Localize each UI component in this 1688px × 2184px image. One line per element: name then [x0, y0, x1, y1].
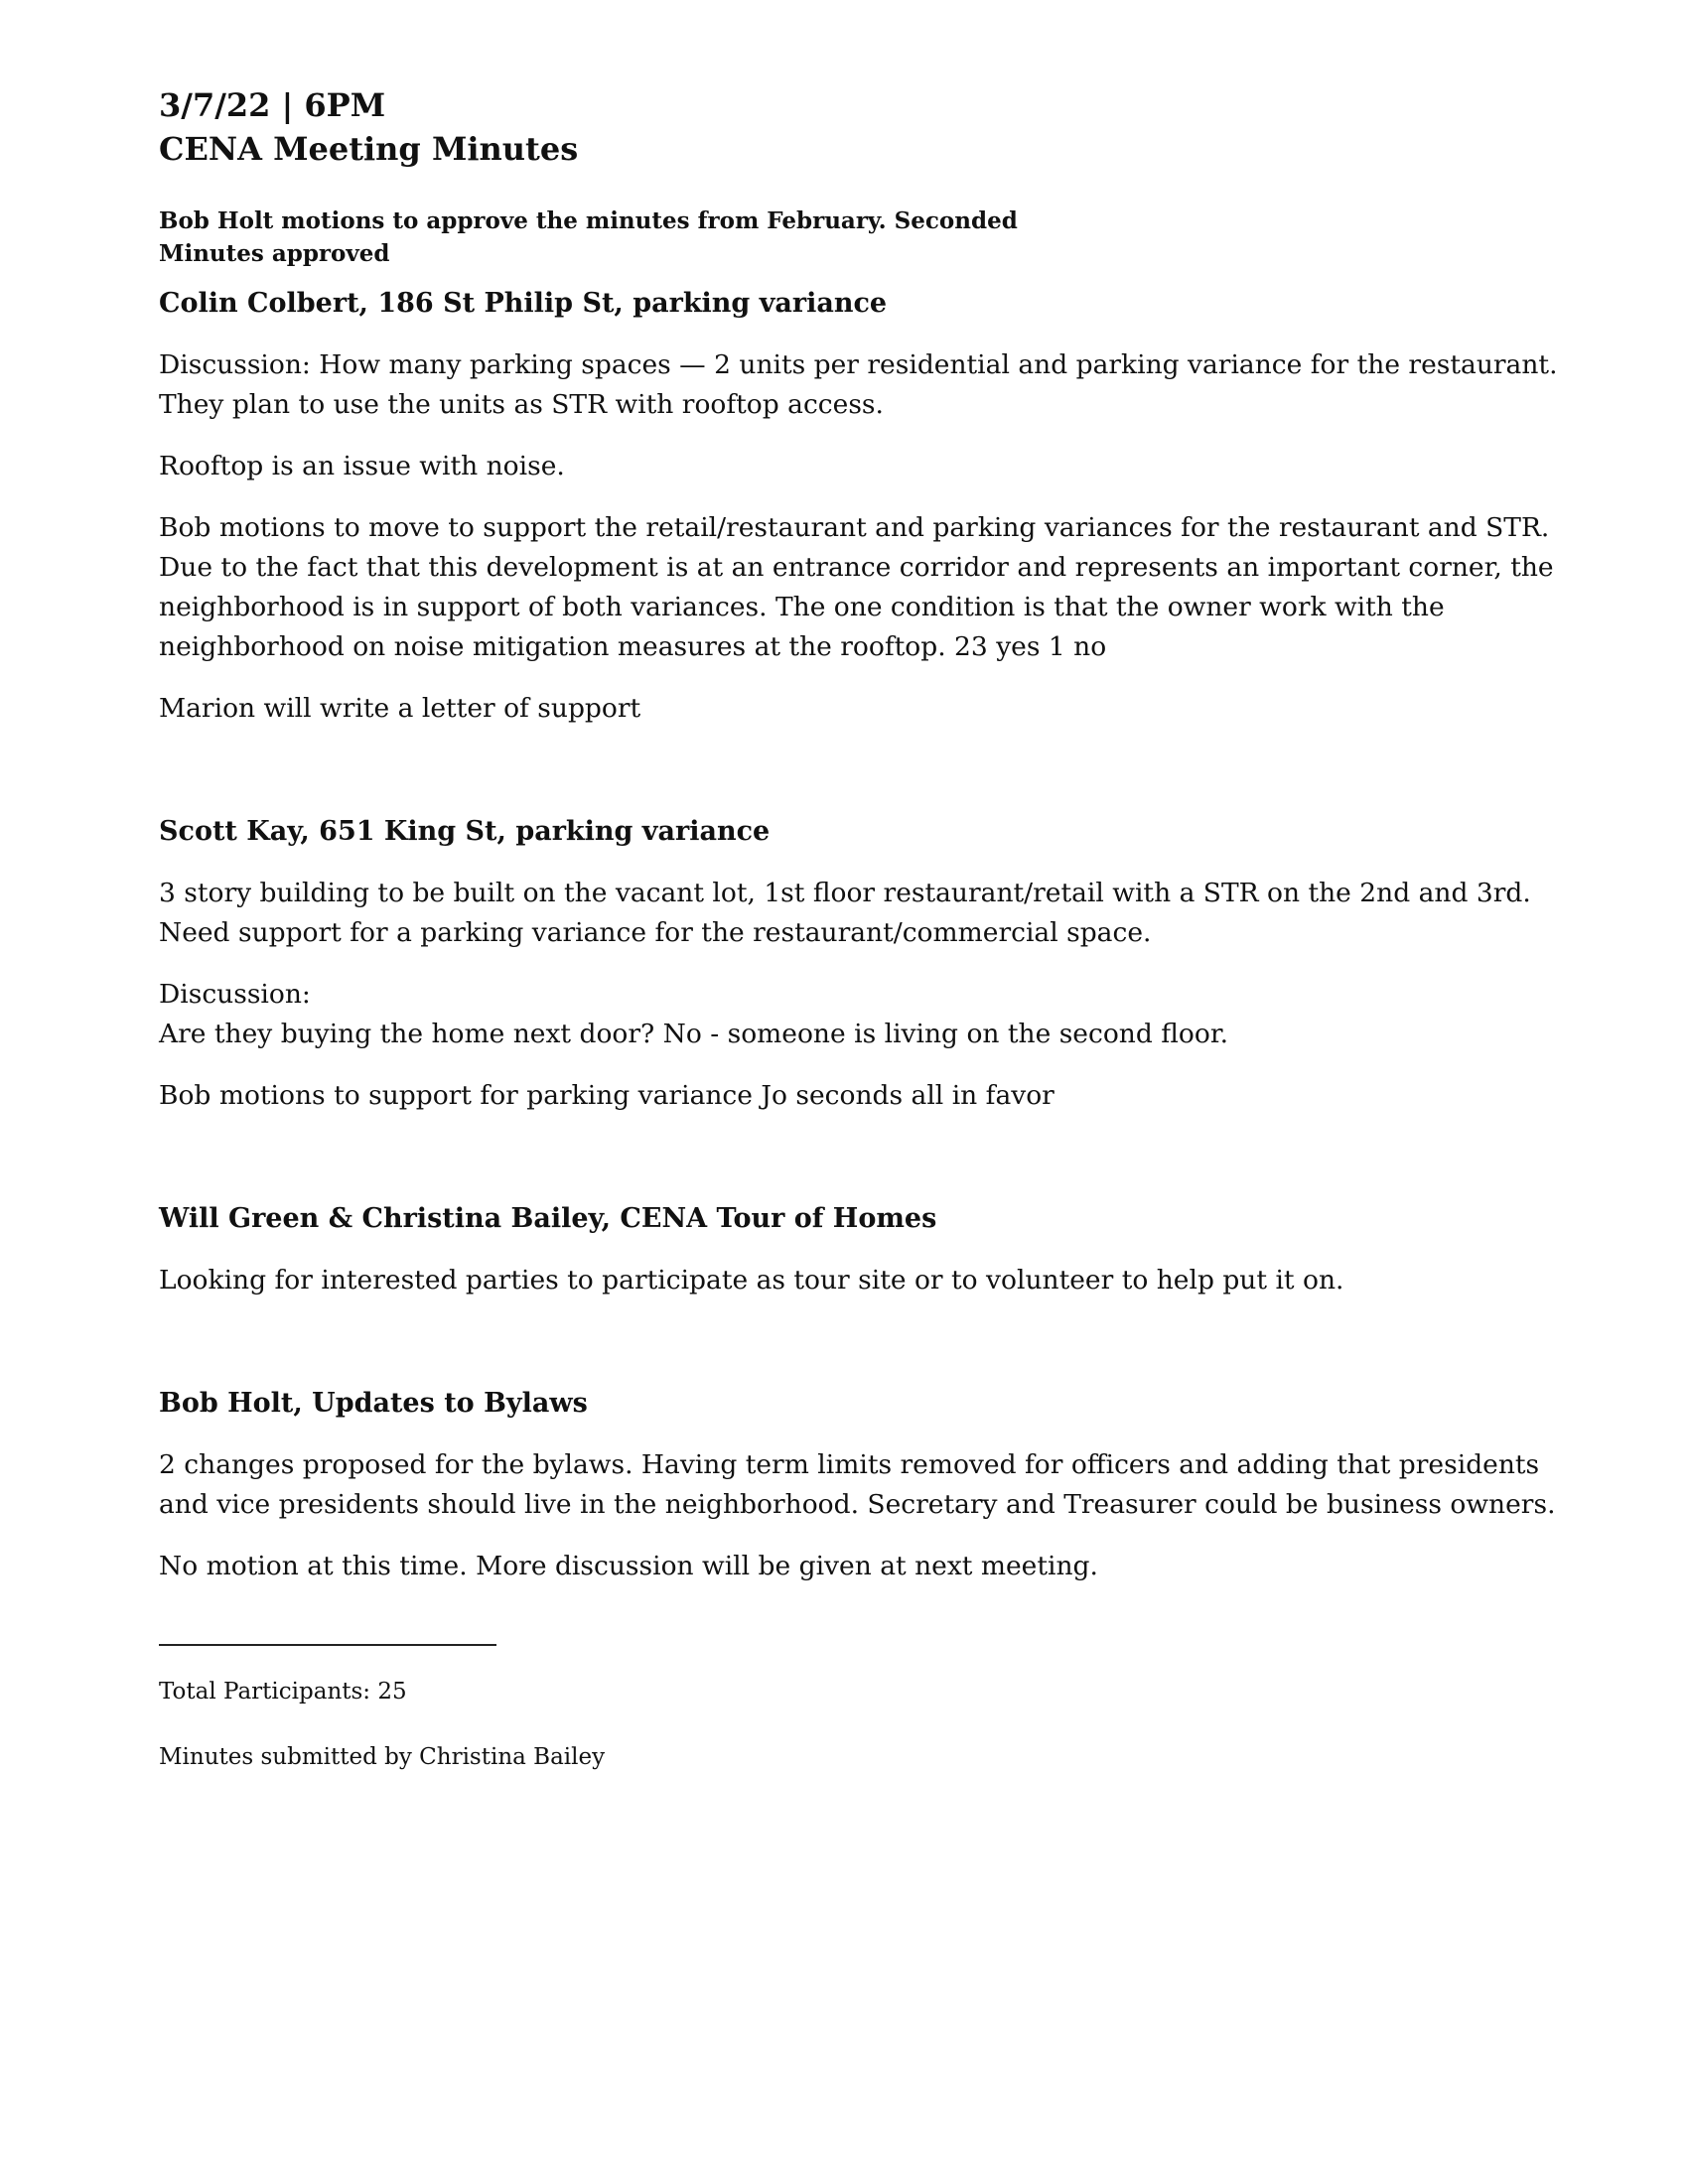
item-paragraph — [159, 874, 1549, 953]
item-paragraph — [159, 1445, 1556, 1525]
item-paragraph — [159, 689, 1549, 729]
submitted-by: Minutes submitted by Christina Bailey — [159, 1744, 606, 1770]
text-line: Need support for a parking variance for the restaurant/commercial space. — [159, 917, 1152, 948]
text-line: 3 story building to be built on the vacant lot, 1st floor restaurant/retail with a STR on the 2nd and 3rd. — [159, 878, 1531, 908]
agenda-item-kay — [159, 812, 1549, 1116]
text-line: Rooftop is an issue with noise. — [159, 451, 565, 481]
text-line: Discussion: How many parking spaces — 2 units per residential and parking variance for the restaurant. — [159, 349, 1558, 380]
item-heading: Colin Colbert, 186 St Philip St, parking variance — [159, 288, 888, 319]
text-line: Looking for interested parties to participate as tour site or to volunteer to help put it on. — [159, 1265, 1344, 1296]
document-title: CENA Meeting Minutes — [159, 130, 579, 168]
item-paragraph — [159, 975, 1549, 1054]
text-line: They plan to use the units as STR with rooftop access. — [159, 389, 884, 420]
text-line: neighborhood is in support of both variances. The one condition is that the owner work with the — [159, 592, 1445, 622]
item-paragraph — [159, 345, 1558, 425]
agenda-item-tour-of-homes — [159, 1199, 1549, 1300]
meeting-date-time: 3/7/22 | 6PM — [159, 86, 386, 124]
text-line: neighborhood on noise mitigation measures at the rooftop. 23 yes 1 no — [159, 631, 1107, 662]
approval-result: Minutes approved — [159, 240, 390, 267]
text-line: No motion at this time. More discussion will be given at next meeting. — [159, 1551, 1098, 1581]
text-line: Marion will write a letter of support — [159, 693, 641, 724]
text-line: Bob motions to move to support the retail/restaurant and parking variances for the restaurant and STR. — [159, 512, 1550, 543]
text-line: and vice presidents should live in the neighborhood. Secretary and Treasurer could be business owners. — [159, 1489, 1556, 1520]
total-participants: Total Participants: 25 — [159, 1679, 407, 1705]
separator-line — [159, 1644, 496, 1646]
item-paragraph — [159, 1076, 1549, 1116]
agenda-item-colbert — [159, 284, 1558, 729]
item-paragraph — [159, 1547, 1549, 1586]
item-paragraph — [159, 508, 1554, 667]
document-header — [159, 83, 1549, 171]
minutes-approval — [159, 205, 1549, 270]
item-heading: Will Green & Christina Bailey, CENA Tour of Homes — [159, 1203, 937, 1234]
text-line: Bob motions to support for parking variance Jo seconds all in favor — [159, 1080, 1055, 1111]
minutes-document — [159, 83, 1558, 1773]
item-paragraph — [159, 447, 1549, 486]
item-heading: Bob Holt, Updates to Bylaws — [159, 1388, 588, 1419]
item-paragraph — [159, 1261, 1549, 1300]
item-heading: Scott Kay, 651 King St, parking variance — [159, 816, 771, 847]
text-line: Discussion: — [159, 979, 311, 1010]
text-line: Are they buying the home next door? No - someone is living on the second floor. — [159, 1019, 1229, 1049]
text-line: 2 changes proposed for the bylaws. Having term limits removed for officers and adding that presidents — [159, 1449, 1540, 1480]
text-line: Due to the fact that this development is at an entrance corridor and represents an important corner, the — [159, 552, 1554, 583]
agenda-item-bylaws — [159, 1384, 1556, 1586]
approval-motion: Bob Holt motions to approve the minutes from February. Seconded — [159, 207, 1018, 234]
